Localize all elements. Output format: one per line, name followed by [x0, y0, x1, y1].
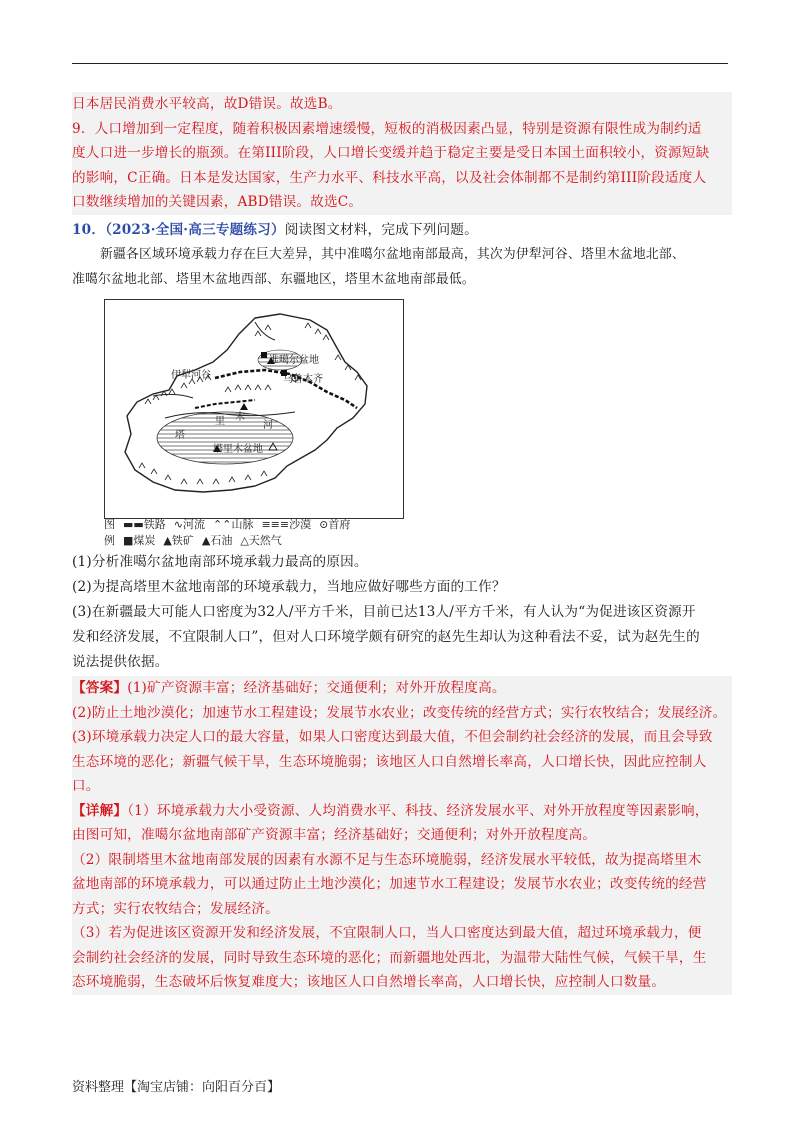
tarim-basin-label: 塔里木盆地: [213, 444, 263, 455]
tarim-river-label-4: 河: [263, 420, 273, 431]
legend-mountain: ⌃⌃山脉: [213, 518, 254, 531]
junggar-label: 准噶尔盆地: [269, 355, 319, 366]
question-intro: 阅读图文材料，完成下列问题。: [284, 222, 478, 238]
legend-title-2: 例: [104, 534, 115, 547]
legend-row-2: [104, 533, 404, 549]
detail-2-line-2: 盆地南部的环境承载力，可以通过防止土地沙漠化；加速节水工程建设；发展节水农业；改变传统的经营: [72, 876, 707, 892]
answer-3-line-2: 生态环境的恶化；新疆气候干旱，生态环境脆弱；该地区人口自然增长率高，人口增长快，因此应控制人: [72, 753, 707, 770]
answer-3-line-1: (3)环境承载力决定人口的最大容量，如果人口密度达到最大值，不但会制约社会经济的发展，而且会导致: [72, 729, 713, 745]
detail-1-line-2: 由图可知，准噶尔盆地南部矿产资源丰富；经济基础好；交通便利；对外开放程度高。: [72, 827, 597, 843]
question-number: 10．: [72, 222, 106, 238]
header-rule: [72, 63, 728, 64]
page-footer: 资料整理【淘宝店铺：向阳百分百】: [72, 1080, 281, 1095]
detail-3-line-1: （3）若为促进该区资源开发和经济发展，不宜限制人口，当人口密度达到最大值，超过环境承载力，便: [72, 925, 702, 941]
urumqi-label: 乌鲁木齐: [283, 374, 323, 385]
legend-row-1: [104, 517, 404, 533]
yili-label: 伊犁河谷: [171, 370, 211, 381]
answer-2: (2)防止土地沙漠化；加速节水工程建设；发展节水农业；改变传统的经营方式；实行农牧结合；发展经济。: [72, 704, 727, 721]
iron-symbol: [240, 403, 248, 410]
legend-gas: △天然气: [240, 534, 282, 547]
answer-3-line-3: 口。: [72, 778, 100, 794]
previous-answer-line: 日本居民消费水平较高，故D错误。故选B。: [72, 96, 342, 112]
legend-title-1: 图: [104, 518, 115, 531]
sub-question-2: (2)为提高塔里木盆地南部的环境承载力，当地应做好哪些方面的工作？: [72, 579, 506, 595]
detail-2-line-3: 方式；实行农牧结合；发展经济。: [72, 900, 279, 917]
map-legend: [104, 517, 404, 549]
question-10-header: [72, 218, 732, 243]
legend-railway: ▬▬铁路: [123, 518, 166, 531]
xinjiang-boundary: [125, 314, 367, 492]
detail-3-line-3: 态环境脆弱，生态破坏后恢复难度大；该地区人口自然增长率高，人口增长快，应控制人口数量。: [72, 974, 666, 990]
legend-coal: ■煤炭: [123, 534, 156, 547]
xinjiang-map: [104, 299, 404, 519]
detail-tag: 【详解】: [72, 802, 128, 819]
legend-desert: ≡≡≡沙漠: [261, 518, 312, 531]
ili-river: [153, 394, 193, 398]
q9-analysis-line-4: 口数继续增加的关键因素，ABD错误。故选C。: [72, 194, 363, 210]
sub-question-3-line-1: (3)在新疆最大可能人口密度为32人/平方千米，目前已达13人/平方千米，有人认为“为促进该区资源开: [72, 604, 696, 620]
tarim-river-label-3: 木: [235, 412, 245, 423]
tarim-river-label-1: 塔: [175, 430, 185, 441]
sub-question-3-line-3: 说法提供依据。: [72, 654, 169, 670]
detail-1-line-1: 【详解】（1）环境承载力大小受资源、人均消费水平、科技、经济发展水平、对外开放程度等因素影响，: [72, 802, 709, 819]
detail-2-line-1: （2）限制塔里木盆地南部发展的因素有水源不足与生态环境脆弱，经济发展水平较低，故为提高塔里木: [72, 851, 702, 868]
answer-tag: 【答案】: [72, 680, 128, 696]
coal-symbol: [261, 352, 267, 358]
question-source: （2023·全国·高三专题练习）: [105, 222, 285, 238]
material-line-2: 准噶尔盆地北部、塔里木盆地西部、东疆地区，塔里木盆地南部最低。: [72, 272, 475, 287]
sub-question-3-line-2: 发和经济发展，不宜限制人口”，但对人口环境学颇有研究的赵先生却认为这种看法不妥，试为赵先生的: [72, 629, 700, 645]
q9-analysis-line-2: 度人口进一步增长的瓶颈。在第III阶段，人口增长变缓并趋于稳定主要是受日本国土面积较小，资源短缺: [72, 145, 710, 161]
answer-1: 【答案】(1)矿产资源丰富；经济基础好；交通便利；对外开放程度高。: [72, 680, 506, 696]
q9-analysis-line-1: 9．人口增加到一定程度，随着积极因素增速缓慢，短板的消极因素凸显，特别是资源有限性成为制约适: [72, 120, 702, 137]
material-line-1: 新疆各区域环境承载力存在巨大差异，其中准噶尔盆地南部最高，其次为伊犁河谷、塔里木盆地北部、: [100, 247, 685, 262]
tarim-river-label-2: 里: [215, 416, 225, 427]
legend-iron: ▲铁矿: [163, 534, 194, 547]
detail-3-line-2: 会制约社会经济的发展，同时导致生态环境的恶化；而新疆地处西北，为温带大陆性气候，气候干旱，生: [72, 949, 707, 966]
answer-block: [72, 676, 732, 995]
sub-question-1: (1)分析准噶尔盆地南部环境承载力最高的原因。: [72, 554, 368, 570]
legend-capital: ⊙首府: [319, 518, 351, 531]
legend-oil: ▲石油: [201, 534, 233, 547]
q9-analysis-line-3: 的影响，C正确。日本是发达国家，生产力水平、科技水平高，以及社会体制都不是制约第III阶段适度人: [72, 169, 707, 186]
map-svg: [105, 300, 403, 518]
previous-answer-block: [72, 92, 732, 215]
legend-river: ∿河流: [173, 518, 206, 531]
